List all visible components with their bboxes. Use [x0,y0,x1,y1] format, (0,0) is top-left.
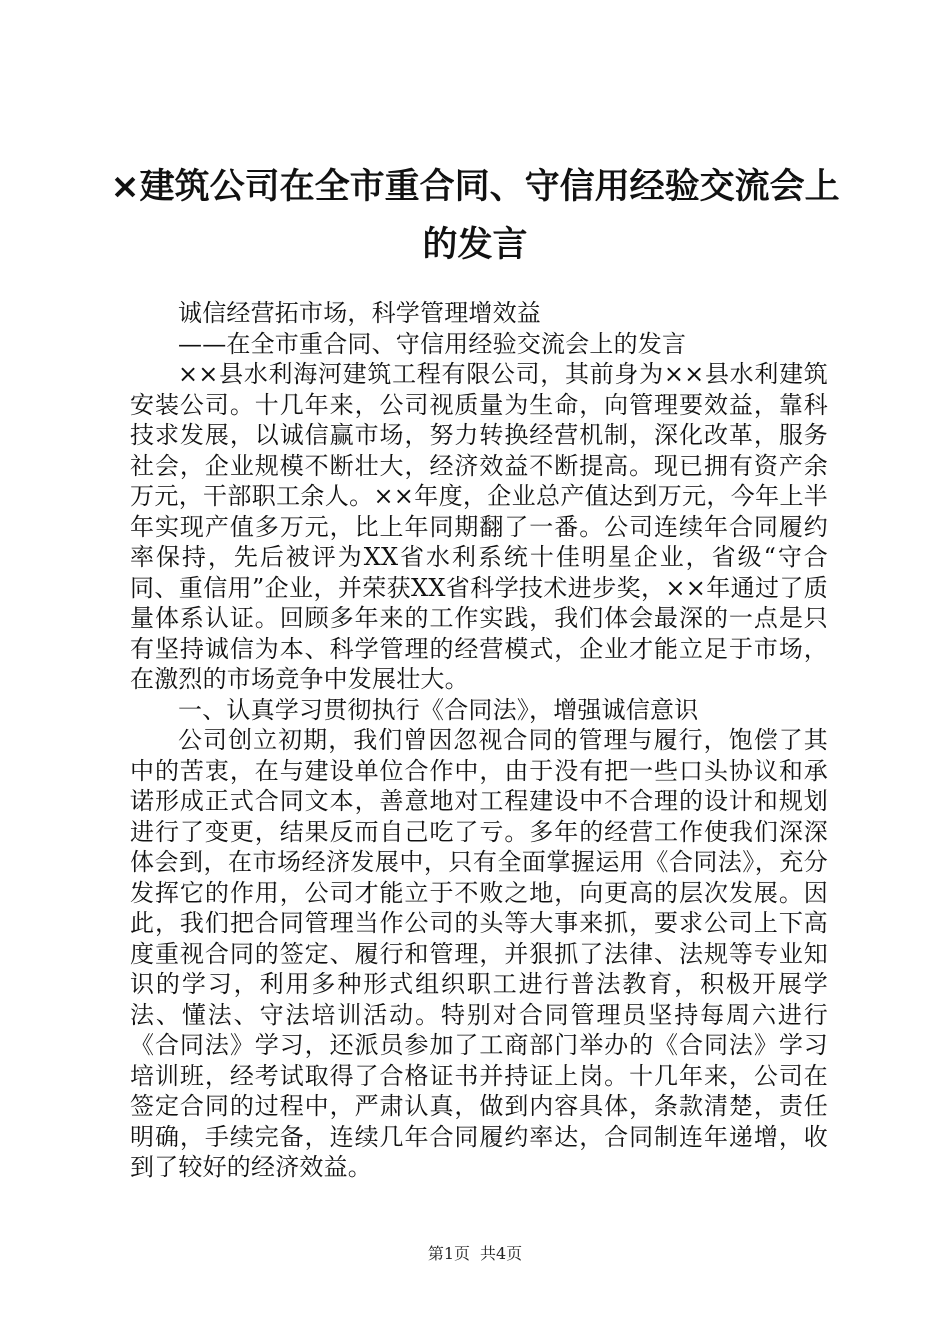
document-body [130,298,828,1183]
document-title: ×建筑公司在全市重合同、守信用经验交流会上的发言 [110,167,840,265]
section-paragraph: 公司创立初期，我们曾因忽视合同的管理与履行，饱偿了其中的苦衷，在与建设单位合作中，由于没有把一些口头协议和承诺形成正式合同文本，善意地对工程建设中不合理的设计和规划进行了变更，结果反而自己吃了亏。多年的经营工作使我们深深体会到，在市场经济发展中，只有全面掌握运用《合同法》，充分发挥它的作用，公司才能立于不败之地，向更高的层次发展。因此，我们把合同管理当作公司的头等大事来抓，要求公司上下高度重视合同的签定、履行和管理，并狠抓了法律、法规等专业知识的学习，利用多种形式组织职工进行普法教育，积极开展学法、懂法、守法培训活动。特别对合同管理员坚持每周六进行《合同法》学习，还派员参加了工商部门举办的《合同法》学习培训班，经考试取得了合格证书并持证上岗。十几年来，公司在签定合同的过程中，严肃认真，做到内容具体，条款清楚，责任明确，手续完备，连续几年合同履约率达，合同制连年递增，收到了较好的经济效益。 [130,726,828,1181]
section-heading: 一、认真学习贯彻执行《合同法》，增强诚信意识 [178,695,699,724]
intro-paragraph: ××县水利海河建筑工程有限公司，其前身为××县水利建筑安装公司。十几年来，公司视质量为生命，向管理要效益，靠科技求发展，以诚信赢市场，努力转换经营机制，深化改革，服务社会，企业规模不断壮大，经济效益不断提高。现已拥有资产余万元，干部职工余人。××年度，企业总产值达到万元，今年上半年实现产值多万元，比上年同期翻了一番。公司连续年合同履约率保持，先后被评为XX省水利系统十佳明星企业，省级“守合同、重信用”企业，并荣获XX省科学技术进步奖，××年通过了质量体系认证。回顾多年来的工作实践，我们体会最深的一点是只有坚持诚信为本、科学管理的经营模式，企业才能立足于市场，在激烈的市场竞争中发展壮大。 [130,360,828,693]
subtitle-line: 诚信经营拓市场，科学管理增效益 [178,299,541,327]
page-total: 共4页 [480,1244,523,1263]
page-number: 第1页 [427,1244,470,1263]
subtitle-occasion: ——在全市重合同、守信用经验交流会上的发言 [178,329,687,358]
page-footer [0,1244,950,1264]
